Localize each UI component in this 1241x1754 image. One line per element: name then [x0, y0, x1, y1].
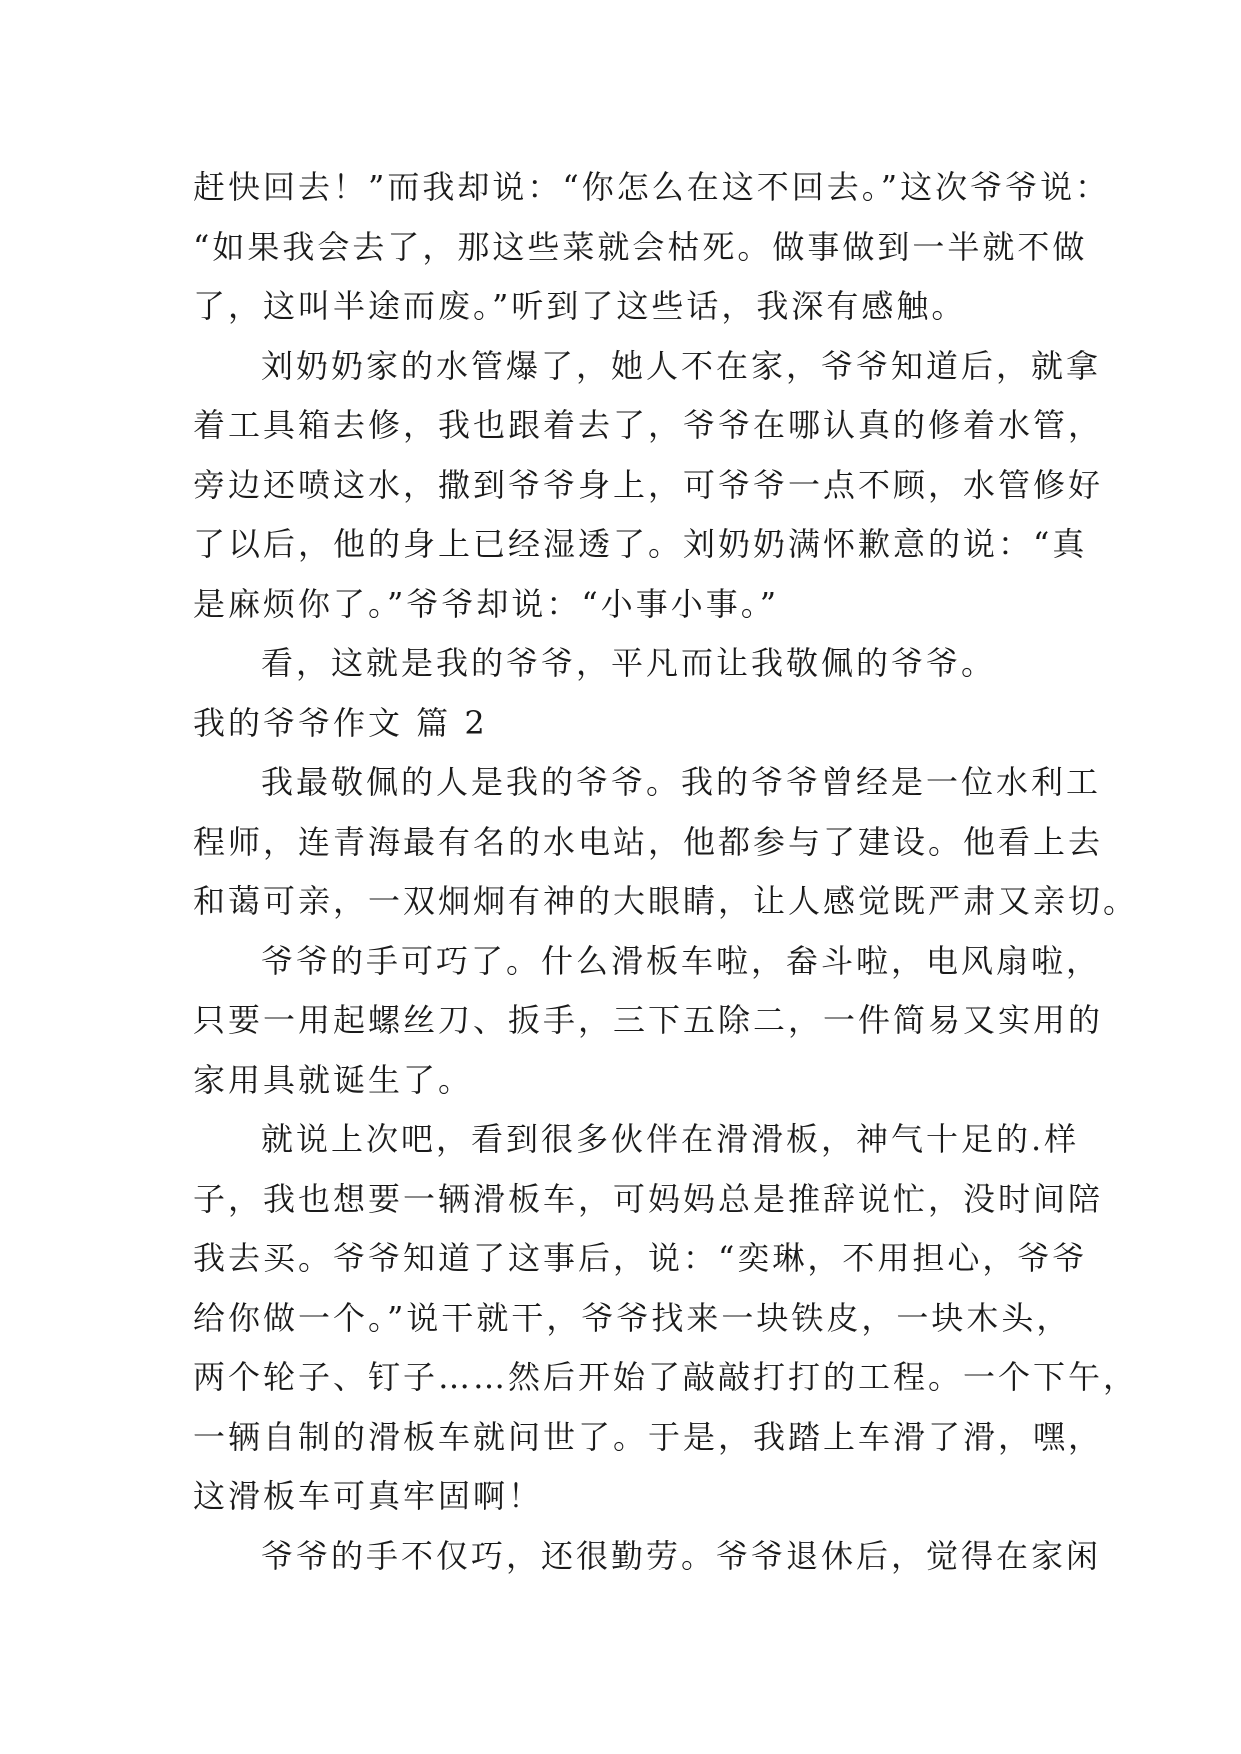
document-body [193, 158, 1139, 1586]
text-line: 了，这叫半途而废。”听到了这些话，我深有感触。 [193, 287, 967, 325]
text-line: 和蔼可亲，一双炯炯有神的大眼睛，让人感觉既严肃又亲切。 [193, 882, 1139, 920]
text-line: 旁边还喷这水，撒到爷爷身上，可爷爷一点不顾，水管修好 [193, 465, 1104, 504]
text-line: 我去买。爷爷知道了这事后，说：“奕琳，不用担心，爷爷 [193, 1239, 1088, 1277]
paragraph-first-line: 我最敬佩的人是我的爷爷。我的爷爷曾经是一位水利工 [261, 763, 1102, 801]
text-line: 子，我也想要一辆滑板车，可妈妈总是推辞说忙，没时间陪 [193, 1179, 1104, 1218]
text-line: 这滑板车可真牢固啊！ [193, 1477, 544, 1515]
text-line: 程师，连青海最有名的水电站，他都参与了建设。他看上去 [193, 822, 1104, 861]
text-line: 给你做一个。”说干就干，爷爷找来一块铁皮，一块木头， [193, 1298, 1072, 1337]
paragraph-first-line: 就说上次吧，看到很多伙伴在滑滑板，神气十足的.样 [261, 1120, 1080, 1158]
text-line: “如果我会去了，那这些菜就会枯死。做事做到一半就不做 [193, 227, 1088, 266]
text-line: 家用具就诞生了。 [193, 1060, 474, 1099]
text-line: 了以后，他的身上已经湿透了。刘奶奶满怀歉意的说：“真 [193, 525, 1088, 563]
text-line: 着工具箱去修，我也跟着去了，爷爷在哪认真的修着水管， [193, 406, 1104, 444]
paragraph-first-line: 刘奶奶家的水管爆了，她人不在家，爷爷知道后，就拿 [261, 346, 1102, 385]
section-heading: 我的爷爷作文 篇 2 [193, 703, 488, 742]
text-line: 两个轮子、钉子……然后开始了敲敲打打的工程。一个下午， [193, 1358, 1139, 1396]
text-line: 赶快回去！”而我却说：“你怎么在这不回去。”这次爷爷说： [193, 168, 1111, 206]
paragraph-first-line: 看，这就是我的爷爷，平凡而让我敬佩的爷爷。 [261, 644, 997, 682]
text-line: 一辆自制的滑板车就问世了。于是，我踏上车滑了滑，嘿， [193, 1417, 1104, 1456]
paragraph-first-line: 爷爷的手不仅巧，还很勤劳。爷爷退休后，觉得在家闲 [261, 1536, 1102, 1575]
paragraph-first-line: 爷爷的手可巧了。什么滑板车啦，畚斗啦，电风扇啦， [261, 941, 1102, 980]
text-line: 是麻烦你了。”爷爷却说：“小事小事。” [193, 584, 780, 623]
text-line: 只要一用起螺丝刀、扳手，三下五除二，一件简易又实用的 [193, 1001, 1104, 1039]
